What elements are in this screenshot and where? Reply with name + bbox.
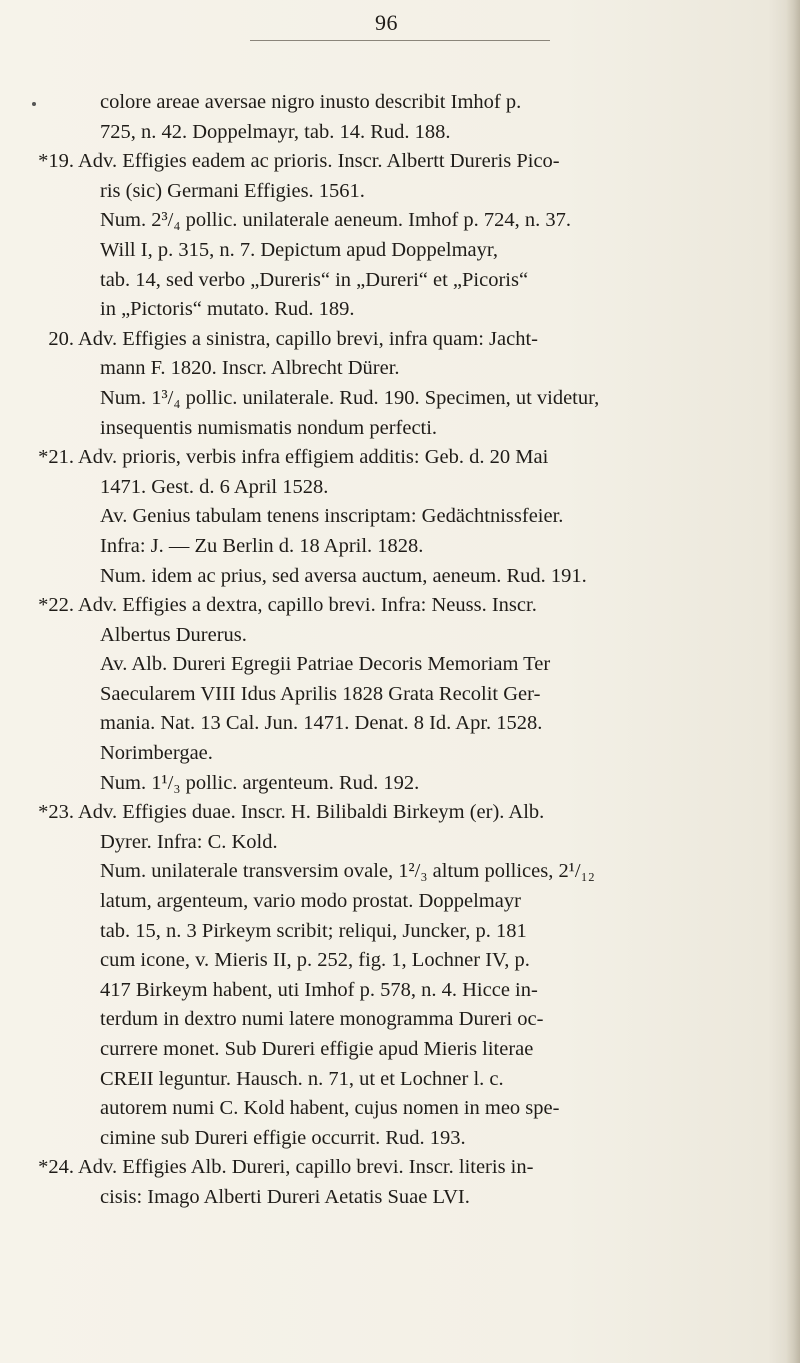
entry-number: *22.	[38, 594, 74, 617]
text-line	[52, 917, 767, 947]
line-text: Adv. Effigies duae. Inscr. H. Bilibaldi Birkeym (er). Alb.	[78, 801, 545, 824]
line-text: Albertus Durerus.	[100, 623, 247, 646]
line-text: Infra: J. — Zu Berlin d. 18 April. 1828.	[100, 534, 424, 557]
ink-speck	[32, 102, 36, 106]
line-text: Will I, p. 315, n. 7. Depictum apud Doppelmayr,	[100, 238, 499, 261]
line-text: mania. Nat. 13 Cal. Jun. 1471. Denat. 8 Id. Apr. 1528.	[100, 712, 543, 735]
text-line	[52, 1183, 767, 1213]
page-edge	[786, 0, 800, 1363]
text-line	[52, 354, 767, 384]
text-line	[52, 1035, 767, 1065]
entry-number: *21.	[38, 446, 74, 469]
line-text: Saecularem VIII Idus Aprilis 1828 Grata Recolit Ger-	[100, 682, 541, 705]
entry-heading-line	[38, 443, 767, 473]
text-line	[52, 1065, 767, 1095]
line-text: cimine sub Dureri effigie occurrit. Rud. 193.	[100, 1126, 466, 1149]
line-text: Num. unilaterale transversim ovale, 1²/₃ altum pollices, 2¹/₁₂	[100, 860, 595, 883]
text-line	[52, 562, 767, 592]
line-text: cum icone, v. Mieris II, p. 252, fig. 1, Lochner IV, p.	[100, 949, 530, 972]
line-text: Adv. Effigies Alb. Dureri, capillo brevi. Inscr. literis in-	[78, 1156, 534, 1179]
text-line	[52, 828, 767, 858]
text-line	[52, 739, 767, 769]
entry-number: *19.	[38, 150, 74, 173]
line-text: autorem numi C. Kold habent, cujus nomen in meo spe-	[100, 1097, 560, 1120]
text-line	[52, 1094, 767, 1124]
line-text: in „Pictoris“ mutato. Rud. 189.	[100, 298, 355, 321]
line-text: insequentis numismatis nondum perfecti.	[100, 416, 438, 439]
header-rule	[250, 40, 550, 41]
line-text: 417 Birkeym habent, uti Imhof p. 578, n. 4. Hicce in-	[100, 978, 538, 1001]
entry-heading-line	[48, 325, 767, 355]
entry-number: *23.	[38, 801, 74, 824]
line-text: tab. 15, n. 3 Pirkeym scribit; reliqui, Juncker, p. 181	[100, 919, 527, 942]
entry-heading-line	[38, 1153, 767, 1183]
line-text: Adv. prioris, verbis infra effigiem additis: Geb. d. 20 Mai	[78, 446, 549, 469]
line-text: Av. Genius tabulam tenens inscriptam: Gedächtnissfeier.	[100, 505, 564, 528]
text-line	[52, 1005, 767, 1035]
line-text: CREII leguntur. Hausch. n. 71, ut et Lochner l. c.	[100, 1067, 504, 1090]
line-text: colore areae aversae nigro inusto describit Imhof p.	[100, 91, 522, 113]
text-line	[52, 650, 767, 680]
text-line	[52, 1124, 767, 1154]
text-line	[52, 266, 767, 296]
line-text: Num. idem ac prius, sed aversa auctum, aeneum. Rud. 191.	[100, 564, 587, 587]
text-line	[52, 502, 767, 532]
line-text: Norimbergae.	[100, 742, 213, 765]
text-line	[52, 532, 767, 562]
text-line	[52, 887, 767, 917]
entry-number: *24.	[38, 1156, 74, 1179]
text-line	[52, 177, 767, 207]
text-line	[52, 384, 767, 414]
line-text: Adv. Effigies eadem ac prioris. Inscr. Albertt Dureris Pico-	[78, 150, 560, 173]
line-text: currere monet. Sub Dureri effigie apud Mieris literae	[100, 1038, 534, 1060]
text-line	[52, 621, 767, 651]
text-line	[52, 946, 767, 976]
text-line	[52, 295, 767, 325]
line-text: 1471. Gest. d. 6 April 1528.	[100, 475, 329, 498]
line-text: Num. 1¹/₃ pollic. argenteum. Rud. 192.	[100, 771, 420, 794]
page-number: 96	[375, 10, 398, 35]
line-text: cisis: Imago Alberti Dureri Aetatis Suae LVI.	[100, 1185, 470, 1208]
entry-heading-line	[38, 147, 767, 177]
catalogue-text	[38, 88, 767, 1213]
line-text: ris (sic) Germani Effigies. 1561.	[100, 179, 365, 202]
line-text: Av. Alb. Dureri Egregii Patriae Decoris Memoriam Ter	[100, 653, 551, 676]
text-line	[52, 118, 767, 148]
line-text: Adv. Effigies a sinistra, capillo brevi, infra quam: Jacht-	[78, 327, 538, 350]
entry-number: 20.	[48, 327, 74, 350]
text-line	[52, 709, 767, 739]
line-text: Num. 1³/₄ pollic. unilaterale. Rud. 190. Specimen, ut videtur,	[100, 386, 600, 409]
entry-heading-line	[38, 591, 767, 621]
line-text: mann F. 1820. Inscr. Albrecht Dürer.	[100, 357, 400, 380]
text-line	[52, 206, 767, 236]
text-line	[52, 236, 767, 266]
text-line	[52, 680, 767, 710]
line-text: latum, argenteum, vario modo prostat. Doppelmayr	[100, 890, 521, 913]
text-line	[52, 473, 767, 503]
line-text: Dyrer. Infra: C. Kold.	[100, 830, 278, 853]
line-text: tab. 14, sed verbo „Dureris“ in „Dureri“ et „Picoris“	[100, 268, 529, 291]
text-line	[52, 88, 767, 118]
text-line	[52, 769, 767, 799]
text-line	[52, 857, 767, 887]
entry-heading-line	[38, 798, 767, 828]
line-text: Num. 2³/₄ pollic. unilaterale aeneum. Imhof p. 724, n. 37.	[100, 209, 572, 232]
text-line	[52, 976, 767, 1006]
line-text: Adv. Effigies a dextra, capillo brevi. Infra: Neuss. Inscr.	[78, 594, 537, 617]
line-text: 725, n. 42. Doppelmayr, tab. 14. Rud. 188.	[100, 120, 451, 143]
text-line	[52, 414, 767, 444]
line-text: terdum in dextro numi latere monogramma Dureri oc-	[100, 1008, 544, 1031]
